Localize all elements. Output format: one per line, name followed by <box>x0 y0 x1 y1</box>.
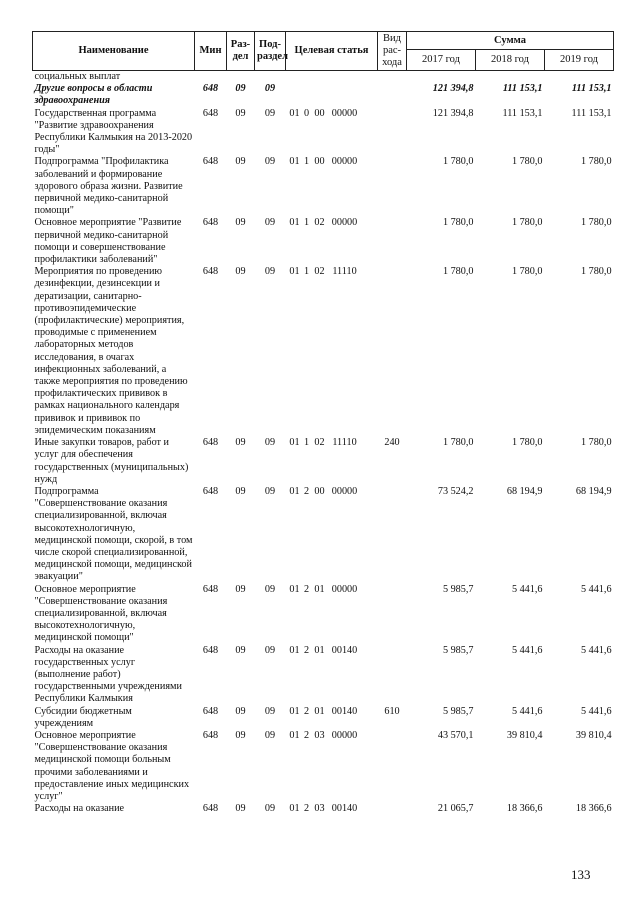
target-direction: 00140 <box>331 644 358 656</box>
row-min: 648 <box>202 217 219 229</box>
target-direction: 00000 <box>331 485 358 497</box>
row-name: Подпрограмма "Профилактика заболеваний и формирование здорового образа жизни. Развитие первичной медико-санитарной помощи" <box>34 156 183 217</box>
row-sum-2019: 5 441,6 <box>580 583 612 595</box>
row-vid <box>378 486 407 584</box>
row-min <box>195 71 227 84</box>
target-subprogram: 2 <box>303 705 310 717</box>
row-rz: 09 <box>235 729 246 741</box>
row-min: 648 <box>202 485 219 497</box>
row-rz: 09 <box>235 705 246 717</box>
row-sum-2018: 5 441,6 <box>511 705 543 717</box>
page-number: 133 <box>571 867 591 882</box>
target-program: 01 <box>289 156 300 168</box>
row-rz: 09 <box>235 266 246 278</box>
row-sum-2018: 39 810,4 <box>506 729 543 741</box>
header-podrazdel <box>255 32 286 71</box>
row-target <box>286 803 378 815</box>
row-target <box>286 217 378 266</box>
row-sum-2017: 73 524,2 <box>437 485 474 497</box>
row-sum-2018: 1 780,0 <box>511 217 543 229</box>
row-pr: 09 <box>264 266 276 278</box>
target-subprogram: 1 <box>303 266 310 278</box>
target-subprogram: 2 <box>303 729 310 741</box>
row-min: 648 <box>202 107 219 119</box>
target-program: 01 <box>289 583 300 595</box>
target-subprogram: 1 <box>303 156 310 168</box>
header-2018: 2018 год <box>476 50 545 71</box>
row-min: 648 <box>202 729 219 741</box>
row-vid <box>378 584 407 645</box>
row-sum-2017: 5 985,7 <box>442 644 474 656</box>
row-pr: 09 <box>264 83 276 95</box>
row-name: Мероприятия по проведению дезинфекции, дезинсекции и дератизации, санитарно-противоэпидемические (профилактические) мероприятия, проводимые с применением лабораторных методов исследования, в очагах инфекционных заболеваний, а также мероприятия по проведению профилактических прививок в рамках национального календаря прививок и прививок по эпидемическим показаниям <box>34 266 188 436</box>
row-pr: 09 <box>264 485 276 497</box>
target-activity: 03 <box>314 803 325 815</box>
row-sum-2019: 111 153,1 <box>571 107 612 119</box>
target-direction: 00140 <box>331 705 358 717</box>
target-direction: 00140 <box>331 803 358 815</box>
row-sum-2017: 1 780,0 <box>442 266 474 278</box>
row-rz: 09 <box>235 107 246 119</box>
table-row <box>33 486 614 584</box>
target-activity: 01 <box>314 583 325 595</box>
target-direction: 00000 <box>331 156 358 168</box>
target-activity: 01 <box>314 644 325 656</box>
target-activity: 00 <box>314 107 325 119</box>
row-name: Иные закупки товаров, работ и услуг для обеспечения государственных (муниципальных) нужд <box>34 437 189 485</box>
row-name: Другие вопросы в области здравоохранения <box>34 83 153 107</box>
row-vid <box>378 645 407 706</box>
row-sum-2018 <box>476 71 545 84</box>
target-subprogram: 2 <box>303 803 310 815</box>
row-vid <box>378 803 407 815</box>
row-target <box>286 71 378 84</box>
row-pr: 09 <box>264 437 276 449</box>
row-name: Подпрограмма "Совершенствование оказания специализированной, включая высокотехнологичную, медицинской помощи, скорой, в том числе скорой специализированной, медицинской помощи, медицинской эвакуации" <box>34 485 193 583</box>
target-subprogram: 2 <box>303 644 310 656</box>
row-rz <box>227 71 255 84</box>
row-vid <box>378 156 407 217</box>
row-sum-2018: 1 780,0 <box>511 437 543 449</box>
table-row <box>33 584 614 645</box>
row-name: Расходы на оказание <box>34 803 125 815</box>
row-vid <box>378 108 407 157</box>
row-target <box>286 108 378 157</box>
target-activity: 00 <box>314 485 325 497</box>
row-name: Субсидии бюджетным учреждениям <box>34 705 132 729</box>
row-sum-2019: 18 366,6 <box>575 803 612 815</box>
table-row <box>33 645 614 706</box>
row-sum-2019: 1 780,0 <box>580 437 612 449</box>
row-min: 648 <box>202 644 219 656</box>
target-program: 01 <box>289 644 300 656</box>
table-row <box>33 437 614 486</box>
target-program: 01 <box>289 485 300 497</box>
target-activity: 02 <box>314 266 325 278</box>
target-activity: 01 <box>314 705 325 717</box>
row-sum-2017: 1 780,0 <box>442 217 474 229</box>
row-sum-2019 <box>545 71 614 84</box>
row-target <box>286 156 378 217</box>
table-row <box>33 803 614 815</box>
row-target <box>286 437 378 486</box>
row-sum-2018: 68 194,9 <box>506 485 543 497</box>
row-sum-2017: 1 780,0 <box>442 156 474 168</box>
row-vid <box>378 266 407 437</box>
row-rz: 09 <box>235 437 246 449</box>
table-row <box>33 730 614 803</box>
header-podrazdel-text: Под- раздел <box>257 39 288 62</box>
header-2017: 2017 год <box>407 50 476 71</box>
header-sum: Сумма <box>407 32 614 50</box>
row-pr: 09 <box>264 583 276 595</box>
row-name: Государственная программа "Развитие здравоохранения Республики Калмыкия на 2013-2020 годы" <box>34 107 193 156</box>
row-sum-2017 <box>407 71 476 84</box>
row-vid: 610 <box>384 705 400 717</box>
row-rz: 09 <box>235 644 246 656</box>
header-vid-text: Вид рас- хода <box>382 33 402 68</box>
header-vid <box>378 32 407 71</box>
row-target <box>286 266 378 437</box>
row-sum-2019: 1 780,0 <box>580 217 612 229</box>
target-direction: 11110 <box>332 266 357 278</box>
row-sum-2018: 5 441,6 <box>511 583 543 595</box>
row-pr <box>255 71 286 84</box>
target-program: 01 <box>289 266 300 278</box>
table-row <box>33 156 614 217</box>
row-target <box>286 83 378 107</box>
row-sum-2017: 1 780,0 <box>442 437 474 449</box>
row-vid <box>378 71 407 84</box>
row-target <box>286 584 378 645</box>
row-sum-2019: 39 810,4 <box>575 729 612 741</box>
row-sum-2018: 1 780,0 <box>511 266 543 278</box>
target-direction: 00000 <box>331 217 358 229</box>
row-rz: 09 <box>235 583 246 595</box>
target-program: 01 <box>289 729 300 741</box>
row-sum-2017: 121 394,8 <box>432 83 474 95</box>
target-subprogram: 1 <box>303 437 310 449</box>
row-sum-2018: 1 780,0 <box>511 156 543 168</box>
target-program: 01 <box>289 437 300 449</box>
row-min: 648 <box>202 83 219 95</box>
row-sum-2019: 111 153,1 <box>571 83 612 95</box>
row-sum-2017: 5 985,7 <box>442 705 474 717</box>
row-sum-2018: 18 366,6 <box>506 803 543 815</box>
row-sum-2017: 5 985,7 <box>442 583 474 595</box>
row-min: 648 <box>202 583 219 595</box>
row-pr: 09 <box>264 644 276 656</box>
row-min: 648 <box>202 803 219 815</box>
header-2019: 2019 год <box>545 50 614 71</box>
row-sum-2018: 111 153,1 <box>502 83 543 95</box>
row-pr: 09 <box>264 705 276 717</box>
row-vid <box>378 730 407 803</box>
target-program: 01 <box>289 705 300 717</box>
table-row <box>33 706 614 730</box>
row-name: Расходы на оказание государственных услуг (выполнение работ) государственными учреждениями Республики Калмыкия <box>34 644 182 705</box>
budget-table <box>32 31 614 815</box>
table-row <box>33 217 614 266</box>
target-subprogram: 1 <box>303 217 310 229</box>
target-activity: 03 <box>314 729 325 741</box>
row-rz: 09 <box>235 485 246 497</box>
row-sum-2019: 1 780,0 <box>580 156 612 168</box>
target-activity: 00 <box>314 156 325 168</box>
target-activity: 02 <box>314 437 325 449</box>
target-activity: 02 <box>314 217 325 229</box>
target-program: 01 <box>289 107 300 119</box>
table-row <box>33 108 614 157</box>
row-name: Основное мероприятие "Совершенствование оказания специализированной, включая высокотехнологичную, медицинской помощи" <box>34 583 168 644</box>
target-program: 01 <box>289 217 300 229</box>
table-row <box>33 83 614 107</box>
row-sum-2017: 21 065,7 <box>437 803 474 815</box>
header-razdel <box>227 32 255 71</box>
row-sum-2019: 5 441,6 <box>580 705 612 717</box>
table-row <box>33 71 614 84</box>
row-sum-2018: 5 441,6 <box>511 644 543 656</box>
row-sum-2017: 43 570,1 <box>437 729 474 741</box>
row-pr: 09 <box>264 156 276 168</box>
row-pr: 09 <box>264 803 276 815</box>
row-sum-2019: 1 780,0 <box>580 266 612 278</box>
target-subprogram: 2 <box>303 485 310 497</box>
target-direction: 00000 <box>331 583 358 595</box>
row-rz: 09 <box>235 83 246 95</box>
row-pr: 09 <box>264 729 276 741</box>
row-target <box>286 645 378 706</box>
row-pr: 09 <box>264 217 276 229</box>
header-min: Мин <box>195 32 227 71</box>
row-sum-2018: 111 153,1 <box>502 107 543 119</box>
header-name: Наименование <box>33 32 195 71</box>
row-min: 648 <box>202 266 219 278</box>
row-min: 648 <box>202 437 219 449</box>
header-razdel-text: Раз- дел <box>230 39 251 62</box>
target-direction: 00000 <box>331 107 358 119</box>
table-row <box>33 266 614 437</box>
target-direction: 00000 <box>331 729 358 741</box>
header-target: Целевая статья <box>286 32 378 71</box>
row-rz: 09 <box>235 156 246 168</box>
row-vid <box>378 217 407 266</box>
row-vid: 240 <box>384 437 400 449</box>
row-rz: 09 <box>235 217 246 229</box>
target-program: 01 <box>289 803 300 815</box>
row-name: Основное мероприятие "Развитие первичной медико-санитарной помощи и совершенствование профилактики заболеваний" <box>34 217 182 266</box>
row-target <box>286 730 378 803</box>
row-sum-2019: 68 194,9 <box>575 485 612 497</box>
row-rz: 09 <box>235 803 246 815</box>
row-min: 648 <box>202 156 219 168</box>
row-target <box>286 706 378 730</box>
row-sum-2017: 121 394,8 <box>432 107 474 119</box>
row-pr: 09 <box>264 107 276 119</box>
row-sum-2019: 5 441,6 <box>580 644 612 656</box>
target-subprogram: 2 <box>303 583 310 595</box>
target-subprogram: 0 <box>303 107 310 119</box>
row-min: 648 <box>202 705 219 717</box>
row-vid <box>378 83 407 107</box>
row-name: Основное мероприятие "Совершенствование оказания медицинской помощи больным прочими заболеваниями и предоставление иных медицинских услуг" <box>34 729 190 802</box>
row-name: социальных выплат <box>34 71 121 82</box>
row-target <box>286 486 378 584</box>
target-direction: 11110 <box>332 437 357 449</box>
